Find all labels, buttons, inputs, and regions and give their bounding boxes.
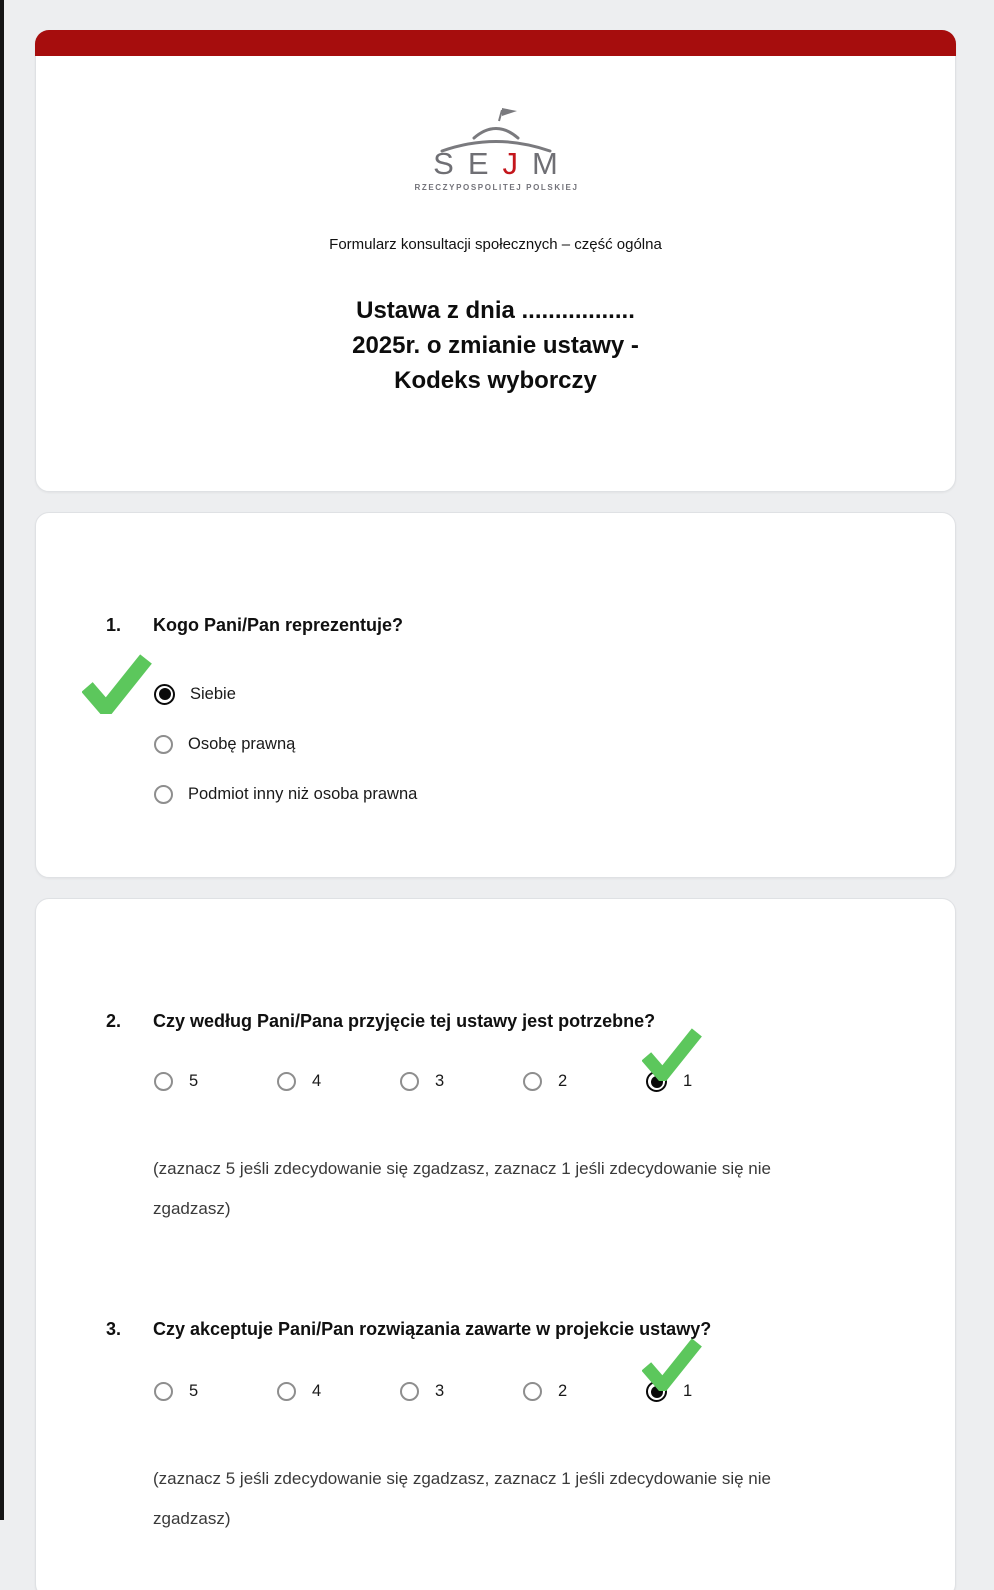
note-line: (zaznacz 5 jeśli zdecydowanie się zgadzasz, zaznacz 1 jeśli zdecydowanie się nie [153, 1469, 771, 1488]
form-header-card [35, 30, 956, 492]
scale-option-label: 2 [558, 1382, 568, 1400]
scale-option-label: 4 [312, 1382, 322, 1400]
sejm-logo-letters: SEJM [433, 146, 572, 181]
question-2-number: 2. [106, 1011, 122, 1031]
radio-icon[interactable] [154, 785, 173, 804]
form-subtitle: Formularz konsultacji społecznych – część ogólna [329, 236, 662, 253]
form-title-line-3: Kodeks wyborczy [394, 367, 597, 394]
form-theme-bar [35, 30, 956, 56]
radio-option-osobe-prawna[interactable] [154, 719, 417, 769]
radio-icon[interactable] [154, 735, 173, 754]
radio-option-siebie[interactable] [154, 669, 417, 719]
scale-option-2[interactable] [523, 1381, 646, 1402]
scale-option-label: 5 [189, 1382, 199, 1400]
scale-option-5[interactable] [154, 1071, 277, 1092]
sejm-logo-letter-j-red: J [502, 146, 533, 181]
radio-option-label: Osobę prawną [188, 734, 296, 753]
sejm-logo-subtitle: RZECZYPOSPOLITEJ POLSKIEJ [414, 183, 579, 192]
radio-icon[interactable] [400, 1382, 419, 1401]
screen-left-edge [0, 0, 4, 1520]
question-1-number: 1. [106, 615, 122, 635]
scale-option-3[interactable] [400, 1381, 523, 1402]
question-3-header [106, 1317, 915, 1341]
scale-option-label: 3 [435, 1382, 445, 1400]
radio-icon[interactable] [154, 1382, 173, 1401]
scale-option-label: 2 [558, 1072, 568, 1090]
radio-icon[interactable] [523, 1382, 542, 1401]
question-1-text: Kogo Pani/Pan reprezentuje? [153, 615, 404, 635]
green-check-icon [642, 1025, 702, 1081]
radio-icon[interactable] [523, 1072, 542, 1091]
scale-option-label: 3 [435, 1072, 445, 1090]
radio-icon[interactable] [277, 1072, 296, 1091]
green-check-icon [642, 1335, 702, 1391]
scale-option-label: 1 [683, 1382, 693, 1400]
scale-option-label: 4 [312, 1072, 322, 1090]
radio-option-label: Siebie [190, 684, 236, 703]
question-1-card [35, 512, 956, 878]
note-line: zgadzasz) [153, 1199, 231, 1218]
note-line: zgadzasz) [153, 1509, 231, 1528]
scale-option-2[interactable] [523, 1071, 646, 1092]
question-1-options [154, 669, 417, 819]
radio-icon[interactable] [277, 1382, 296, 1401]
radio-option-podmiot-inny[interactable] [154, 769, 417, 819]
questions-2-3-card [35, 898, 956, 1590]
question-3-note [153, 1459, 835, 1539]
scale-option-5[interactable] [154, 1381, 277, 1402]
question-1-header [106, 613, 915, 637]
scale-option-label: 1 [683, 1072, 693, 1090]
note-line: (zaznacz 5 jeśli zdecydowanie się zgadzasz, zaznacz 1 jeśli zdecydowanie się nie [153, 1159, 771, 1178]
scale-option-3[interactable] [400, 1071, 523, 1092]
question-2-note [153, 1149, 835, 1229]
sejm-logo [36, 107, 955, 192]
radio-icon[interactable] [400, 1072, 419, 1091]
question-2-text: Czy według Pani/Pana przyjęcie tej ustawy jest potrzebne? [153, 1011, 656, 1031]
radio-option-label: Podmiot inny niż osoba prawna [188, 784, 418, 803]
scale-option-4[interactable] [277, 1071, 400, 1092]
form-title-line-1: Ustawa z dnia ................. [356, 297, 635, 324]
question-2-header [106, 1009, 915, 1033]
scale-option-4[interactable] [277, 1381, 400, 1402]
radio-selected-icon[interactable] [154, 684, 175, 705]
form-title-line-2: 2025r. o zmianie ustawy - [352, 332, 639, 359]
scale-option-label: 5 [189, 1072, 199, 1090]
green-check-icon [82, 652, 152, 714]
question-3-text: Czy akceptuje Pani/Pan rozwiązania zawarte w projekcie ustawy? [153, 1319, 712, 1339]
form-title [36, 293, 955, 398]
question-3-number: 3. [106, 1319, 122, 1339]
radio-icon[interactable] [154, 1072, 173, 1091]
